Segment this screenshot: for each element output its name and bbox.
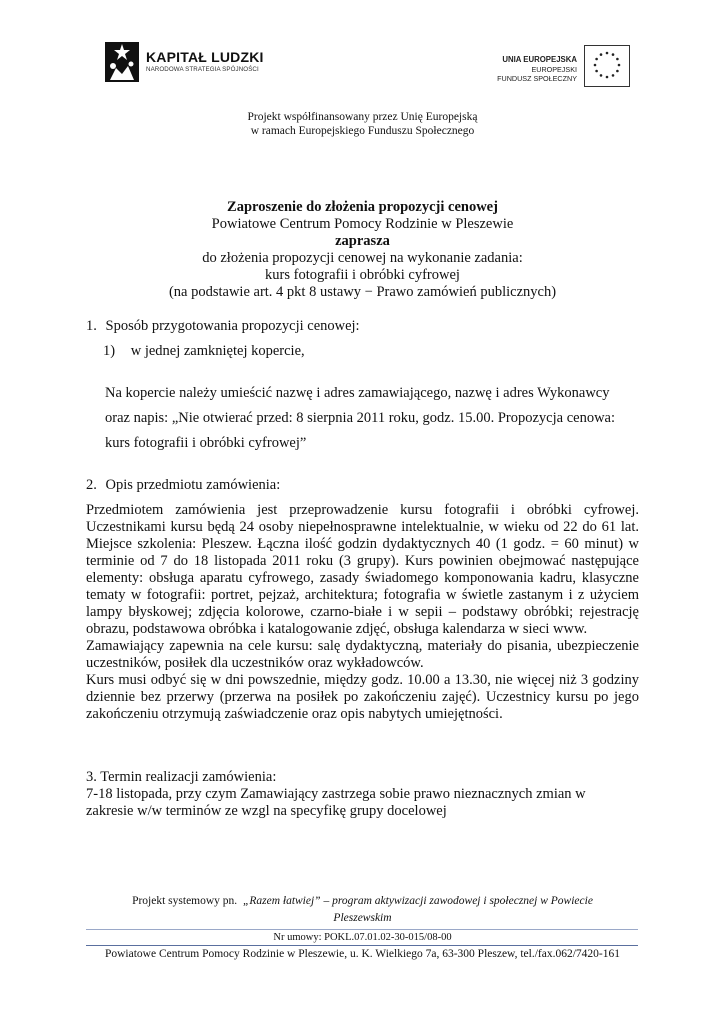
footer-project-prefix: Projekt systemowy pn. xyxy=(132,895,238,907)
envelope-line2: oraz napis: „Nie otwierać przed: 8 sierpnia 2011 roku, godz. 15.00. Propozycja cenowa: xyxy=(105,410,616,426)
section2-body xyxy=(86,502,639,723)
envelope-line1: Na kopercie należy umieścić nazwę i adres zamawiającego, nazwę i adres Wykonawcy xyxy=(105,385,610,401)
kapital-ludzki-title: KAPITAŁ LUDZKI xyxy=(146,49,264,65)
invitation-purpose: do złożenia propozycji cenowej na wykonanie zadania: xyxy=(202,250,523,266)
section2-paragraph1: Przedmiotem zamówienia jest przeprowadzenie kursu fotografii i obróbki cyfrowej. Uczestnikami kursu będą 24 osoby niepełnosprawne intelektualnie, w wieku od 22 do 61 lat. Miejsce szkolenia: Pleszew. Łączna ilość godzin dydaktycznych 40 (1 godz. = 60 minut) w terminie od 7 do 18 listopada 2011 roku (3 grupy). Kurs powinien obejmować następujące elementy: obsługa aparatu cyfrowego, zasady świadomego komponowania kadru, klasyczne tematy w fotografii: portret, pejzaż, architektura; fotografia w świetle zastanym i z użyciem lampy błyskowej; zdjęcia kolorowe, czarno-białe i w sepii – podstawy obróbki; rejestrację obrazu, podstawowa obróbka i katalogowanie zdjęć, obsługa kalendarza w sieci www. xyxy=(86,502,639,637)
section2-paragraph2: Zamawiający zapewnia na cele kursu: salę dydaktyczną, materiały do pisania, ubezpieczenie uczestników, posiłek dla uczestników oraz wykładowców. xyxy=(86,638,639,671)
eu-fund-label xyxy=(497,55,577,84)
section1-heading-text: Sposób przygotowania propozycji cenowej: xyxy=(105,318,360,334)
section1-item-text: w jednej zamkniętej kopercie, xyxy=(130,343,305,359)
section1-item xyxy=(103,343,305,360)
invitation-title: Zaproszenie do złożenia propozycji cenowej xyxy=(227,199,498,215)
footer-project xyxy=(60,893,665,927)
section1-heading xyxy=(86,318,360,335)
eu-label-line3: FUNDUSZ SPOŁECZNY xyxy=(497,74,577,83)
section1-item-number: 1) xyxy=(103,343,116,359)
cofinancing-line2: w ramach Europejskiego Funduszu Społecznego xyxy=(250,125,475,137)
envelope-line3: kurs fotografii i obróbki cyfrowej” xyxy=(105,435,307,451)
kapital-ludzki-emblem-icon xyxy=(104,38,142,84)
section1-number: 1. xyxy=(86,318,97,334)
footer-divider-bottom xyxy=(86,945,638,946)
cofinancing-line1: Projekt współfinansowany przez Unię Europejską xyxy=(247,111,478,123)
kapital-ludzki-logo xyxy=(104,38,264,86)
invitation-block xyxy=(0,199,725,301)
section2-heading-text: Opis przedmiotu zamówienia: xyxy=(105,477,281,493)
section2-heading xyxy=(86,477,280,494)
section3-line1: 7-18 listopada, przy czym Zamawiający zastrzega sobie prawo nieznacznych zmian w xyxy=(86,786,586,802)
section2-number: 2. xyxy=(86,477,97,493)
footer-project-name-line1: „Razem łatwiej” – program aktywizacji zawodowej i społecznej w Powiecie xyxy=(242,895,593,907)
section3 xyxy=(86,769,586,820)
invitation-task: kurs fotografii i obróbki cyfrowej xyxy=(265,267,460,283)
section3-heading: 3. Termin realizacji zamówienia: xyxy=(86,769,277,785)
eu-flag-icon xyxy=(584,45,630,87)
kapital-ludzki-subtitle: NARODOWA STRATEGIA SPÓJNOŚCI xyxy=(146,66,259,73)
footer-divider-top xyxy=(86,929,638,930)
footer-project-name-line2: Pleszewskim xyxy=(333,912,392,924)
eu-label-line1: UNIA EUROPEJSKA xyxy=(502,55,577,64)
section3-line2: zakresie w/w terminów ze wzgl na specyfikę grupy docelowej xyxy=(86,803,447,819)
invitation-legal-basis: (na podstawie art. 4 pkt 8 ustawy − Prawo zamówień publicznych) xyxy=(168,284,557,300)
section2-paragraph3: Kurs musi odbyć się w dni powszednie, między godz. 10.00 a 13.30, nie więcej niż 3 godziny dziennie bez przerwy (przerwa na posiłek po zakończeniu zajęć). Uczestnicy kursu po jego zakończeniu otrzymują zaświadczenie oraz opis nabytych umiejętności. xyxy=(86,672,639,722)
eu-label-line2: EUROPEJSKI xyxy=(531,64,577,74)
footer-address: Powiatowe Centrum Pomocy Rodzinie w Pleszewie, u. K. Wielkiego 7a, 63-300 Pleszew, tel./fax.062/7420-161 xyxy=(104,948,621,960)
invitation-issuer: Powiatowe Centrum Pomocy Rodzinie w Pleszewie xyxy=(211,216,514,232)
invitation-invites: zaprasza xyxy=(335,233,390,249)
cofinancing-note xyxy=(0,110,725,138)
footer-contract-number: Nr umowy: POKL.07.01.02-30-015/08-00 xyxy=(273,932,452,943)
